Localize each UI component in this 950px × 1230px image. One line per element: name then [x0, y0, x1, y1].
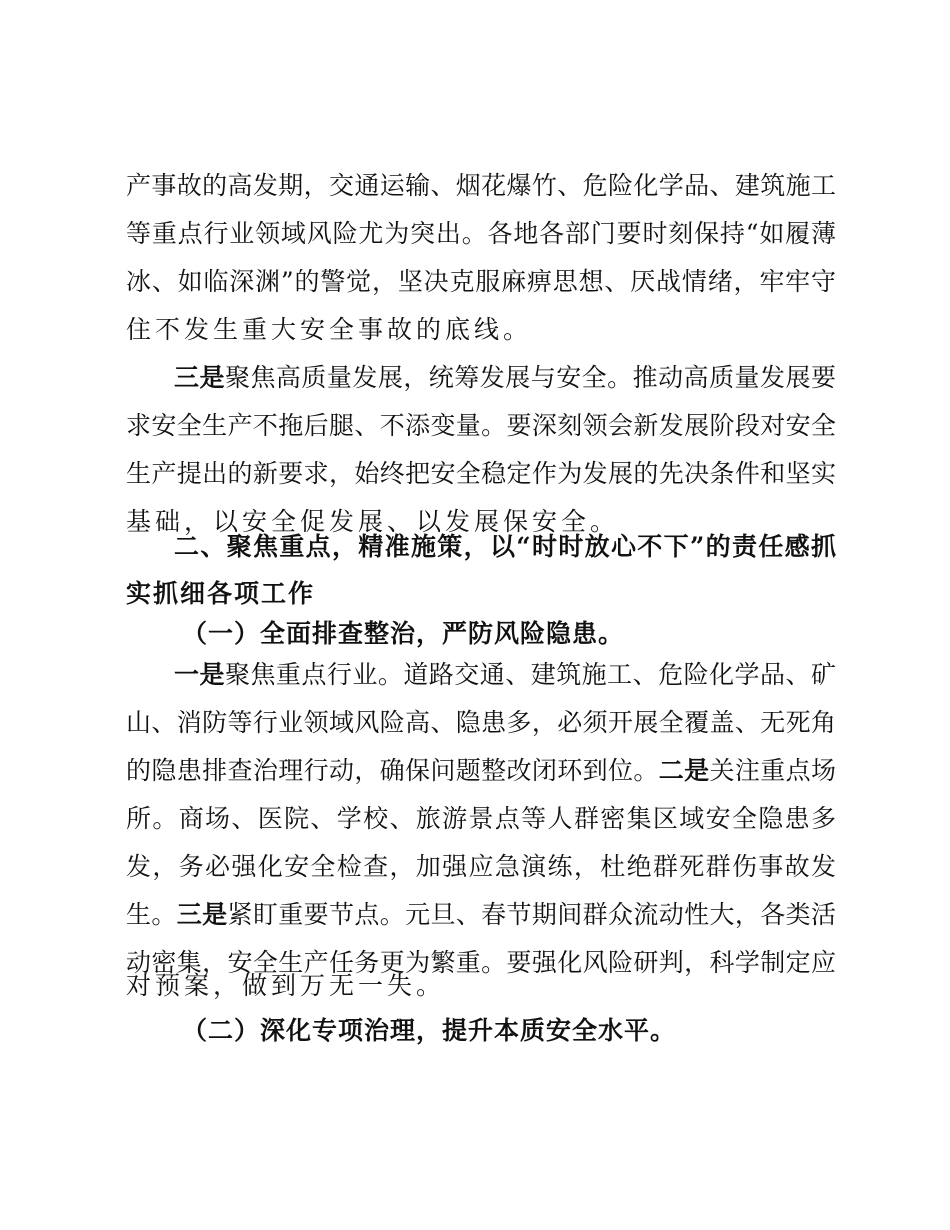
- text-line: [126, 262, 836, 302]
- line-text: 所。商场、医院、学校、旅游景点等人群密集区域安全隐患多: [126, 804, 836, 833]
- line-text: 对预案，做到万无一失。: [126, 971, 446, 1000]
- text-line: [126, 703, 836, 743]
- text-line: [126, 406, 836, 446]
- line-text: 冰、如临深渊”的警觉，坚决克服麻痹思想、厌战情绪，牢牢守: [126, 267, 836, 296]
- line-text: 的隐患排查治理行动，确保问题整改闭环到位。: [126, 756, 659, 785]
- lead-label: 一是: [174, 660, 225, 689]
- text-line: [126, 454, 836, 494]
- subsection-heading: [182, 614, 836, 654]
- line-text: 聚焦高质量发展，统筹发展与安全。推动高质量发展要: [224, 363, 836, 392]
- heading-text: 实抓细各项工作: [126, 579, 316, 608]
- text-line: [126, 166, 836, 206]
- section-heading: [126, 574, 836, 614]
- line-text: 山、消防等行业领域风险高、隐患多，必须开展全覆盖、无死角: [126, 708, 836, 737]
- text-line: [126, 895, 836, 935]
- lead-label: 二是: [658, 756, 710, 785]
- section-heading: [174, 527, 836, 567]
- line-text: 产事故的高发期，交通运输、烟花爆竹、危险化学品、建筑施工: [126, 171, 836, 200]
- text-line: [126, 214, 836, 254]
- line-text: 生产提出的新要求，始终把安全稳定作为发展的先决条件和坚实: [126, 459, 836, 488]
- lead-label: 三是: [176, 900, 228, 929]
- lead-label: 三是: [174, 363, 225, 392]
- text-line: [126, 966, 836, 1006]
- line-text: 发，务必强化安全检查，加强应急演练，杜绝群死群伤事故发: [126, 852, 836, 881]
- line-text: 生。: [126, 900, 177, 929]
- text-line: [126, 310, 836, 350]
- line-text: 动密集，安全生产任务更为繁重。要强化风险研判，科学制定应: [126, 948, 836, 977]
- line-text: 关注重点场: [709, 756, 836, 785]
- heading-text: 二、聚焦重点，精准施策，以“时时放心不下”的责任感抓: [174, 532, 836, 561]
- line-text: 紧盯重要节点。元旦、春节期间群众流动性大，各类活: [227, 900, 836, 929]
- text-line: [126, 847, 836, 887]
- paragraph-first-line: [174, 358, 836, 398]
- subheading-text: （二）深化专项治理，提升本质安全水平。: [182, 1016, 677, 1045]
- line-text: 等重点行业领域风险尤为突出。各地各部门要时刻保持“如履薄: [126, 219, 836, 248]
- line-text: 住不发生重大安全事故的底线。: [126, 315, 533, 344]
- paragraph-first-line: [174, 655, 836, 695]
- line-text: 基础，以安全促发展、以发展保安全。: [126, 507, 620, 536]
- line-text: 求安全生产不拖后腿、不添变量。要深刻领会新发展阶段对安全: [126, 411, 836, 440]
- text-line: [126, 799, 836, 839]
- text-line: [126, 751, 836, 791]
- subheading-text: （一）全面排查整治，严防风险隐患。: [182, 619, 625, 648]
- subsection-heading: [182, 1011, 836, 1051]
- line-text: 聚焦重点行业。道路交通、建筑施工、危险化学品、矿: [224, 660, 836, 689]
